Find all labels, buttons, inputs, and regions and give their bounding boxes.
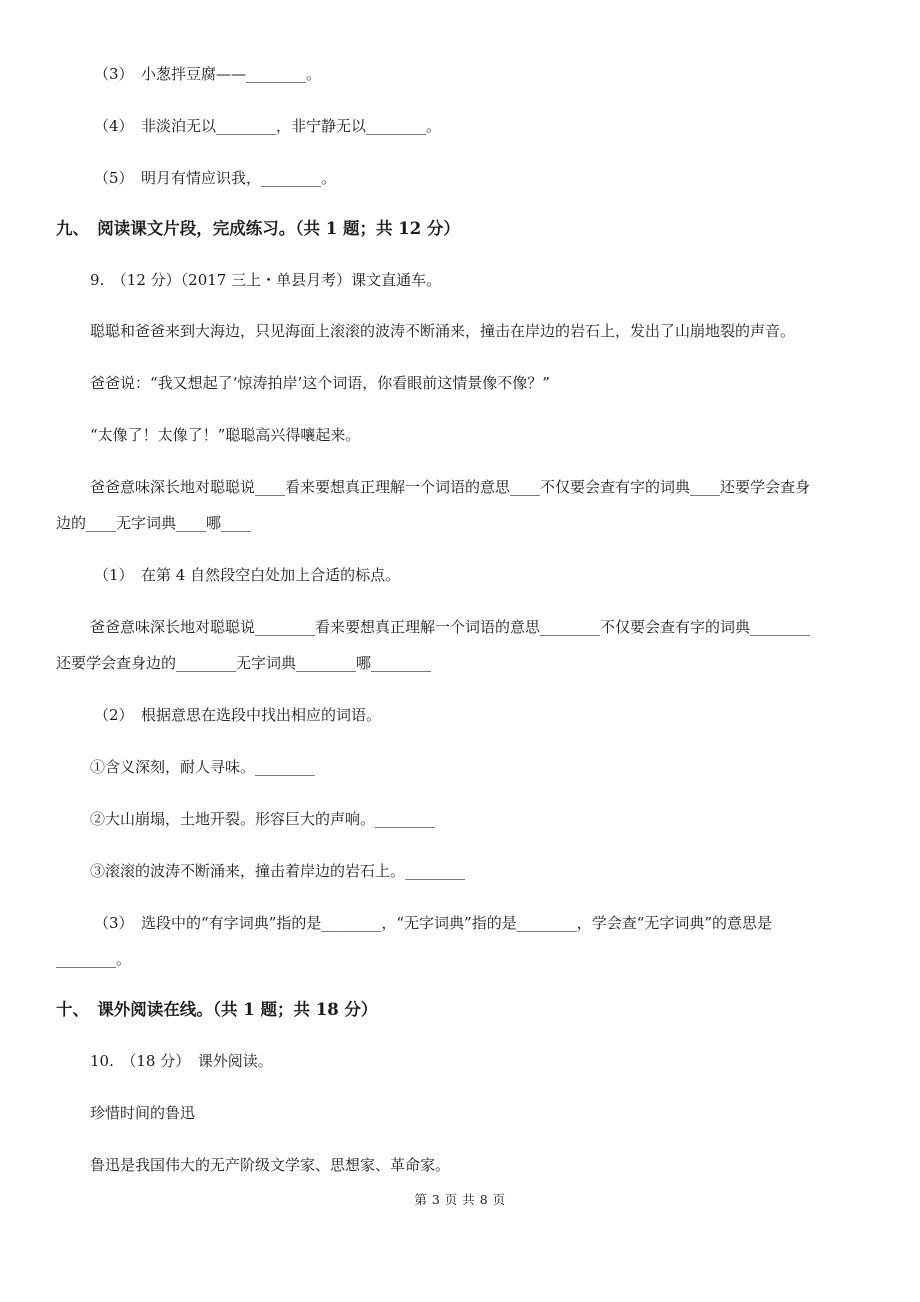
page-footer: 第 3 页 共 8 页 (414, 1192, 506, 1207)
passage-paragraph-4-line-1: 爸爸意味深长地对聪聪说____看来要想真正理解一个词语的意思____不仅要会查有字的词典____还要学会查身 (90, 478, 811, 496)
sub-question-2-item-1: ①含义深刻，耐人寻味。________ (90, 758, 316, 776)
line-q4: （4） 非淡泊无以________，非宁静无以________。 (94, 117, 442, 135)
sub-question-1-answer-line-1: 爸爸意味深长地对聪聪说________看来要想真正理解一个词语的意思________不仅要会查有字的词典________ (90, 618, 811, 636)
reading-paragraph-1: 鲁迅是我国伟大的无产阶级文学家、思想家、革命家。 (90, 1156, 451, 1174)
section-heading-9: 九、 阅读课文片段，完成练习。（共 1 题；共 12 分） (56, 219, 460, 238)
question-9-intro: 9. （12 分）（2017 三上・单县月考）课文直通车。 (90, 271, 442, 289)
passage-paragraph-3: “太像了！太像了！”聪聪高兴得嚷起来。 (90, 426, 361, 444)
reading-title: 珍惜时间的鲁迅 (90, 1104, 196, 1122)
question-10-intro: 10. （18 分） 课外阅读。 (90, 1052, 273, 1070)
sub-question-1-answer-line-2: 还要学会查身边的________无字词典________哪________ (56, 654, 432, 672)
sub-question-2-item-2: ②大山崩塌，土地开裂。形容巨大的声响。________ (90, 810, 436, 828)
passage-paragraph-1: 聪聪和爸爸来到大海边，只见海面上滚滚的波涛不断涌来，撞击在岸边的岩石上，发出了山崩地裂的声音。 (90, 322, 796, 340)
sub-question-3-line-2: ________。 (56, 950, 132, 968)
passage-paragraph-2: 爸爸说：“我又想起了‘惊涛拍岸’这个词语，你看眼前这情景像不像？” (90, 374, 550, 392)
sub-question-1: （1） 在第 4 自然段空白处加上合适的标点。 (94, 566, 401, 584)
sub-question-3-line-1: （3） 选段中的“有字词典”指的是________，“无字词典”指的是________，学会查“无字词典”的意思是 (94, 914, 773, 932)
line-q5: （5） 明月有情应识我，________。 (94, 169, 337, 187)
section-heading-10: 十、 课外阅读在线。（共 1 题；共 18 分） (56, 1000, 378, 1019)
sub-question-2: （2） 根据意思在选段中找出相应的词语。 (94, 706, 382, 724)
passage-paragraph-4-line-2: 边的____无字词典____哪____ (56, 514, 252, 532)
sub-question-2-item-3: ③滚滚的波涛不断涌来，撞击着岸边的岩石上。________ (90, 862, 466, 880)
line-q3: （3） 小葱拌豆腐——________。 (94, 65, 322, 83)
